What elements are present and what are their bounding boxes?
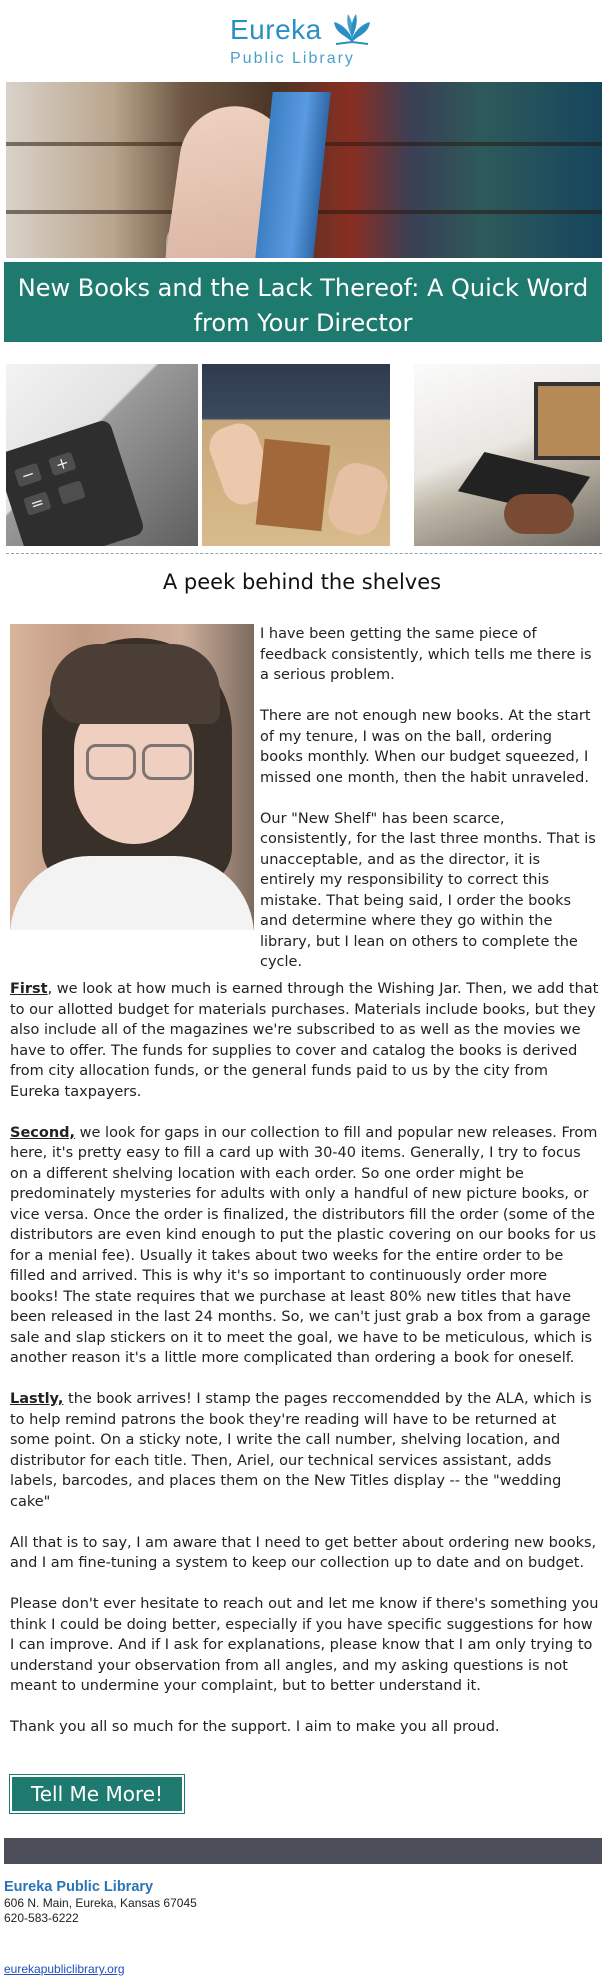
newsletter xyxy=(2,0,602,1976)
book-box-photo xyxy=(202,364,390,546)
logo-subtitle: Public Library xyxy=(230,50,355,67)
footer-bar xyxy=(4,1838,602,1864)
paragraph: Our "New Shelf" has been scarce, consistently, for the last three months. That is unacceptable, and as the director, it is entirely my responsibility to correct this mistake. That being said, I order the books and determine where they go within the library, but I lean on others to complete the cycle. xyxy=(260,810,596,970)
book-logo-icon xyxy=(332,12,372,46)
paragraph: Thank you all so much for the support. I aim to make you all proud. xyxy=(10,1719,500,1735)
paragraph-first: First, we look at how much is earned through the Wishing Jar. Then, we add that to our allotted budget for materials purchases. Materials include books, but they also include all of the magazines we're subscribed to as well as the movies we have to offer. The funds for supplies to cover and catalog the books is derived from city allocation funds, or the general funds paid to us by the city from Eureka taxpayers. xyxy=(10,981,599,1100)
paragraph-lastly: Lastly, the book arrives! I stamp the pages reccomendded by the ALA, which is to help remind patrons the book they're reading will have to be returned at some point. On a sticky note, I write the call number, shelving location, and distributor for each title. Then, Ariel, our technical services assistant, adds labels, barcodes, and places them on the New Titles display -- the "wedding cake" xyxy=(10,1391,592,1510)
intro-text xyxy=(260,624,598,993)
footer-website-link[interactable]: eurekapubliclibrary.org xyxy=(4,1962,125,1976)
computer-photo xyxy=(414,364,600,546)
footer-org: Eureka Public Library xyxy=(4,1879,154,1895)
paragraph-second: Second, we look for gaps in our collection to fill and popular new releases. From here, it's pretty easy to fill a card up with 30-40 items. Generally, I try to focus on a different shelving location with each order. So one order might be predominately mysteries for adults with only a handful of new picture books, or vice versa. Once the order is finalized, the distributors fill the order (some of the distributors are even kind enough to put the plastic covering on our books for us for a menial fee). Usually it takes about two weeks for the entire order to be filled and arrived. This is why it's so important to continuously order more books! The state requires that we purchase at least 80% new titles that have been released in the last 24 months. So, we can't just grab a box from a garage sale and slap stickers on it to meet the goal, we have to be meticulous, which is another reason it's a little more complicated than ordering a book for oneself. xyxy=(10,1124,598,1366)
paragraph: I have been getting the same piece of feedback consistently, which tells me there is a serious problem. xyxy=(260,626,592,683)
paragraph: There are not enough new books. At the start of my tenure, I was on the ball, ordering books monthly. When our budget squeezed, I missed one month, then the habit unraveled. xyxy=(260,708,591,786)
lead-word: First xyxy=(10,981,48,997)
lead-word: Second, xyxy=(10,1124,76,1141)
paragraph: Please don't ever hesitate to reach out and let me know if there's something you think I could be doing better, especially if you have specific suggestions for how I can improve. And if I ask for explanations, please know that I am only trying to understand your observation from all angles, and my asking questions is not meant to undermine your complaint, but to better understand it. xyxy=(10,1596,599,1694)
header-logo[interactable] xyxy=(2,0,602,80)
divider xyxy=(6,553,602,554)
tell-me-more-button[interactable]: Tell Me More! xyxy=(10,1775,184,1813)
footer-phone: 620-583-6222 xyxy=(4,1911,79,1925)
hero-image xyxy=(6,82,602,258)
director-portrait xyxy=(10,624,254,930)
lead-word: Lastly, xyxy=(10,1391,64,1407)
logo-name: Eureka xyxy=(230,14,322,45)
footer-address: 606 N. Main, Eureka, Kansas 67045 xyxy=(4,1896,197,1910)
page-title: New Books and the Lack Thereof: A Quick Word from Your Director xyxy=(17,274,589,337)
calculator-photo: − + = xyxy=(6,364,198,546)
footer xyxy=(4,1878,602,1976)
body-text xyxy=(10,979,600,1758)
section-title: A peek behind the shelves xyxy=(162,570,442,594)
paragraph: All that is to say, I am aware that I need to get better about ordering new books, and I am fine-tuning a system to keep our collection up to date and on budget. xyxy=(10,1534,597,1571)
title-banner xyxy=(4,262,602,342)
